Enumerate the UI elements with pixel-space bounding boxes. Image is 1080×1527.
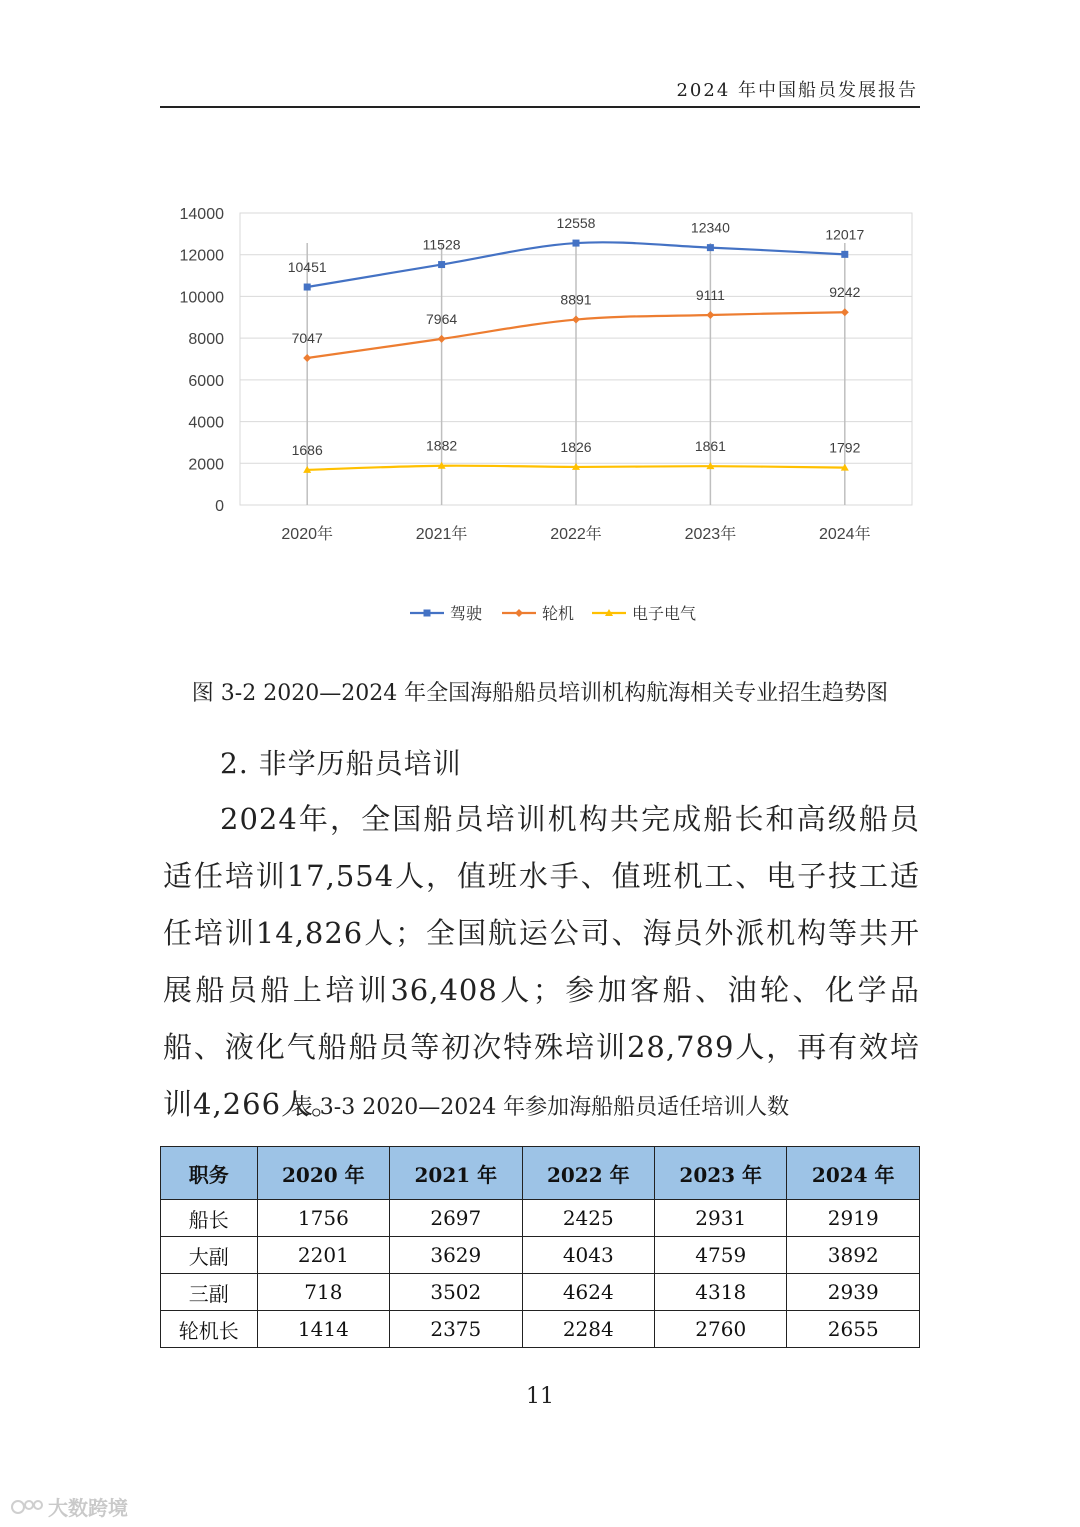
table-cell: 4624 bbox=[522, 1274, 654, 1311]
col-header-2023: 2023 年 bbox=[655, 1147, 787, 1200]
data-label: 8891 bbox=[560, 291, 592, 308]
table-cell: 船长 bbox=[161, 1200, 258, 1237]
data-label: 1686 bbox=[291, 441, 323, 458]
data-point bbox=[438, 335, 446, 343]
table-cell: 2697 bbox=[390, 1200, 522, 1237]
data-point bbox=[438, 261, 445, 268]
data-point bbox=[573, 240, 580, 247]
data-point bbox=[303, 354, 311, 362]
col-header-2020: 2020 年 bbox=[257, 1147, 389, 1200]
data-label: 9242 bbox=[829, 284, 861, 301]
data-label: 1882 bbox=[426, 437, 458, 454]
data-label: 7047 bbox=[291, 330, 323, 347]
table-cell: 2931 bbox=[655, 1200, 787, 1237]
col-header-2024: 2024 年 bbox=[787, 1147, 920, 1200]
y-tick-label: 6000 bbox=[188, 372, 224, 390]
table-cell: 3892 bbox=[787, 1237, 920, 1274]
x-tick-label: 2021年 bbox=[415, 526, 468, 543]
legend-label: 驾驶 bbox=[450, 606, 483, 623]
legend-label: 电子电气 bbox=[632, 606, 697, 623]
y-tick-label: 2000 bbox=[188, 456, 224, 474]
table-cell: 2284 bbox=[522, 1311, 654, 1348]
header-divider bbox=[160, 106, 920, 108]
running-header-title: 2024 年中国船员发展报告 bbox=[676, 80, 918, 101]
table-cell: 轮机长 bbox=[161, 1311, 258, 1348]
table-cell: 1414 bbox=[257, 1311, 389, 1348]
table-cell: 2939 bbox=[787, 1274, 920, 1311]
col-header-2021: 2021 年 bbox=[390, 1147, 522, 1200]
table-row bbox=[161, 1311, 920, 1348]
col-header-position: 职务 bbox=[161, 1147, 258, 1200]
table-row bbox=[161, 1274, 920, 1311]
table-cell: 2201 bbox=[257, 1237, 389, 1274]
col-header-2022: 2022 年 bbox=[522, 1147, 654, 1200]
x-tick-label: 2024年 bbox=[818, 526, 871, 543]
table-cell: 大副 bbox=[161, 1237, 258, 1274]
data-point bbox=[572, 316, 580, 324]
table-cell: 2425 bbox=[522, 1200, 654, 1237]
data-point bbox=[515, 609, 523, 617]
table-cell: 2655 bbox=[787, 1311, 920, 1348]
enrollment-trend-chart bbox=[160, 195, 920, 635]
body-paragraph: 2024年，全国船员培训机构共完成船长和高级船员适任培训17,554人，值班水手、值班机工、电子技工适任培训14,826人；全国航运公司、海员外派机构等共开展船员船上培训36,408人；参加客船、油轮、化学品船、液化气船船员等初次特殊培训28,789人，再有效培训4,266人。 bbox=[163, 802, 920, 1121]
data-point bbox=[424, 610, 431, 617]
x-tick-label: 2022年 bbox=[550, 526, 602, 543]
table-row bbox=[161, 1200, 920, 1237]
data-point bbox=[841, 308, 849, 316]
data-label: 12558 bbox=[556, 215, 596, 232]
data-point bbox=[706, 311, 714, 319]
table-cell: 三副 bbox=[161, 1274, 258, 1311]
table-cell: 1756 bbox=[257, 1200, 389, 1237]
legend-label: 轮机 bbox=[542, 606, 575, 623]
table-caption: 表 3-3 2020—2024 年参加海船船员适任培训人数 bbox=[290, 1095, 790, 1120]
section-heading: 2. 非学历船员培训 bbox=[220, 747, 462, 780]
table-cell: 718 bbox=[257, 1274, 389, 1311]
training-table bbox=[160, 1146, 920, 1348]
watermark bbox=[10, 1492, 128, 1521]
table-cell: 4043 bbox=[522, 1237, 654, 1274]
data-label: 1826 bbox=[560, 438, 592, 455]
figure-caption: 图 3-2 2020—2024 年全国海船船员培训机构航海相关专业招生趋势图 bbox=[191, 681, 889, 706]
data-label: 7964 bbox=[426, 310, 458, 327]
y-tick-label: 4000 bbox=[188, 414, 224, 432]
table-cell: 3502 bbox=[390, 1274, 522, 1311]
table-row bbox=[161, 1237, 920, 1274]
table-cell: 4318 bbox=[655, 1274, 787, 1311]
x-tick-label: 2020年 bbox=[281, 526, 334, 543]
y-tick-label: 14000 bbox=[179, 206, 224, 223]
data-point bbox=[841, 251, 848, 258]
table-header-row bbox=[161, 1147, 920, 1200]
y-tick-label: 8000 bbox=[188, 331, 224, 349]
y-tick-label: 0 bbox=[215, 498, 224, 515]
data-label: 10451 bbox=[287, 259, 327, 276]
data-label: 9111 bbox=[695, 286, 725, 303]
data-label: 1861 bbox=[694, 438, 726, 455]
x-tick-label: 2023年 bbox=[684, 526, 737, 543]
watermark-logo-icon bbox=[10, 1496, 44, 1518]
page-number: 11 bbox=[526, 1384, 554, 1409]
table-cell: 2760 bbox=[655, 1311, 787, 1348]
data-point bbox=[304, 284, 311, 291]
table-cell: 2919 bbox=[787, 1200, 920, 1237]
data-label: 11528 bbox=[422, 236, 461, 253]
data-label: 12340 bbox=[690, 219, 730, 236]
table-cell: 4759 bbox=[655, 1237, 787, 1274]
y-tick-label: 10000 bbox=[179, 289, 224, 307]
watermark-text: 大数跨境 bbox=[48, 1496, 128, 1520]
table-cell: 3629 bbox=[390, 1237, 522, 1274]
data-point bbox=[707, 244, 714, 251]
data-label: 1792 bbox=[829, 439, 861, 456]
table-cell: 2375 bbox=[390, 1311, 522, 1348]
data-label: 12017 bbox=[825, 226, 865, 243]
y-tick-label: 12000 bbox=[179, 247, 224, 265]
